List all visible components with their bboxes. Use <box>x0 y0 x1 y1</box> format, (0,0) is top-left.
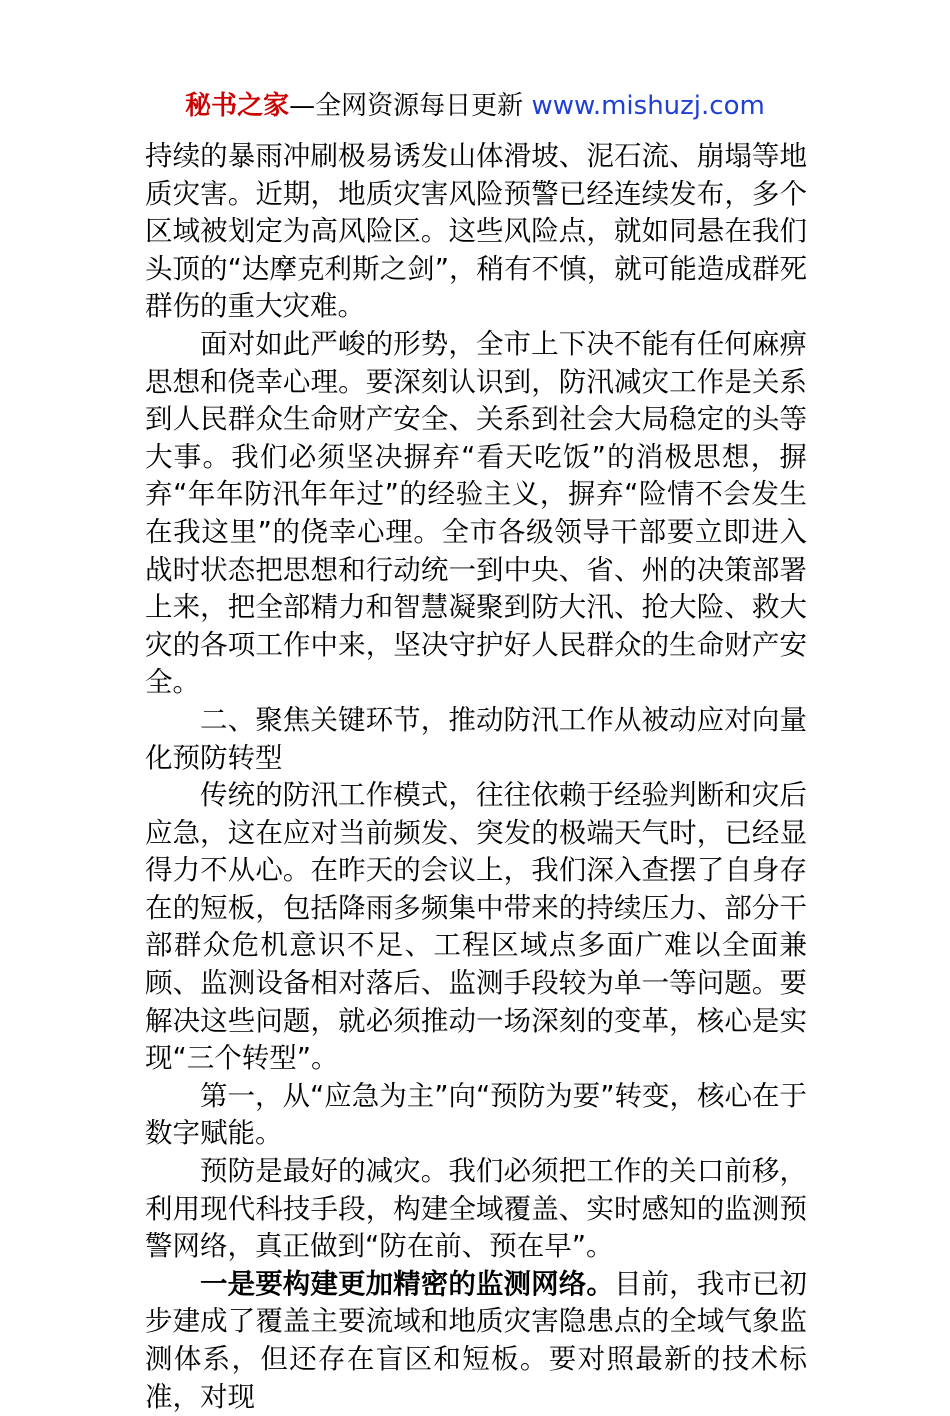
section-heading: 二、聚焦关键环节，推动防汛工作从被动应对向量化预防转型 <box>145 703 807 774</box>
bold-lead-phrase: 一是要构建更加精密的监测网络。 <box>200 1267 614 1300</box>
paragraph: 传统的防汛工作模式，往往依赖于经验判断和灾后应急，这在应对当前频发、突发的极端天气时，已经显得力不从心。在昨天的会议上，我们深入查摆了自身存在的短板，包括降雨多频集中带来的持续压力、部分干部群众危机意识不足、工程区域点多面广难以全面兼顾、监测设备相对落后、监测手段较为单一等问题。要解决这些问题，就必须推动一场深刻的变革，核心是实现“三个转型”。 <box>145 779 807 1075</box>
site-tagline: —全网资源每日更新 <box>289 91 532 121</box>
paragraph-with-bold-lead <box>145 1266 807 1416</box>
paragraph: 第一，从“应急为主”向“预防为要”转变，核心在于数字赋能。 <box>145 1079 807 1150</box>
paragraph: 面对如此严峻的形势，全市上下决不能有任何麻痹思想和侥幸心理。要深刻认识到，防汛减灾工作是关系到人民群众生命财产安全、关系到社会大局稳定的头等大事。我们必须坚决摒弃“看天吃饭”的消极思想，摒弃“年年防汛年年过”的经验主义，摒弃“险情不会发生在我这里”的侥幸心理。全市各级领导干部要立即进入战时状态把思想和行动统一到中央、省、州的决策部署上来，把全部精力和智慧凝聚到防大汛、抢大险、救大灾的各项工作中来，坚决守护好人民群众的生命财产安全。 <box>145 327 807 699</box>
site-header <box>0 88 950 124</box>
paragraph-text: 目前，我市已初步建成了覆盖主要流域和地质灾害隐患点的全域气象监测体系，但还存在盲区和短板。要对照最新的技术标准，对现 <box>145 1267 808 1413</box>
paragraph: 预防是最好的减灾。我们必须把工作的关口前移，利用现代科技手段，构建全域覆盖、实时感知的监测预警网络，真正做到“防在前、预在早”。 <box>145 1155 807 1263</box>
document-body <box>145 138 807 1416</box>
site-url-link[interactable]: www.mishuzj.com <box>531 91 765 121</box>
paragraph-continuation: 持续的暴雨冲刷极易诱发山体滑坡、泥石流、崩塌等地质灾害。近期，地质灾害风险预警已经连续发布，多个区域被划定为高风险区。这些风险点，就如同悬在我们头顶的“达摩克利斯之剑”，稍有不慎，就可能造成群死群伤的重大灾难。 <box>145 140 807 323</box>
site-brand: 秘书之家 <box>185 91 290 121</box>
